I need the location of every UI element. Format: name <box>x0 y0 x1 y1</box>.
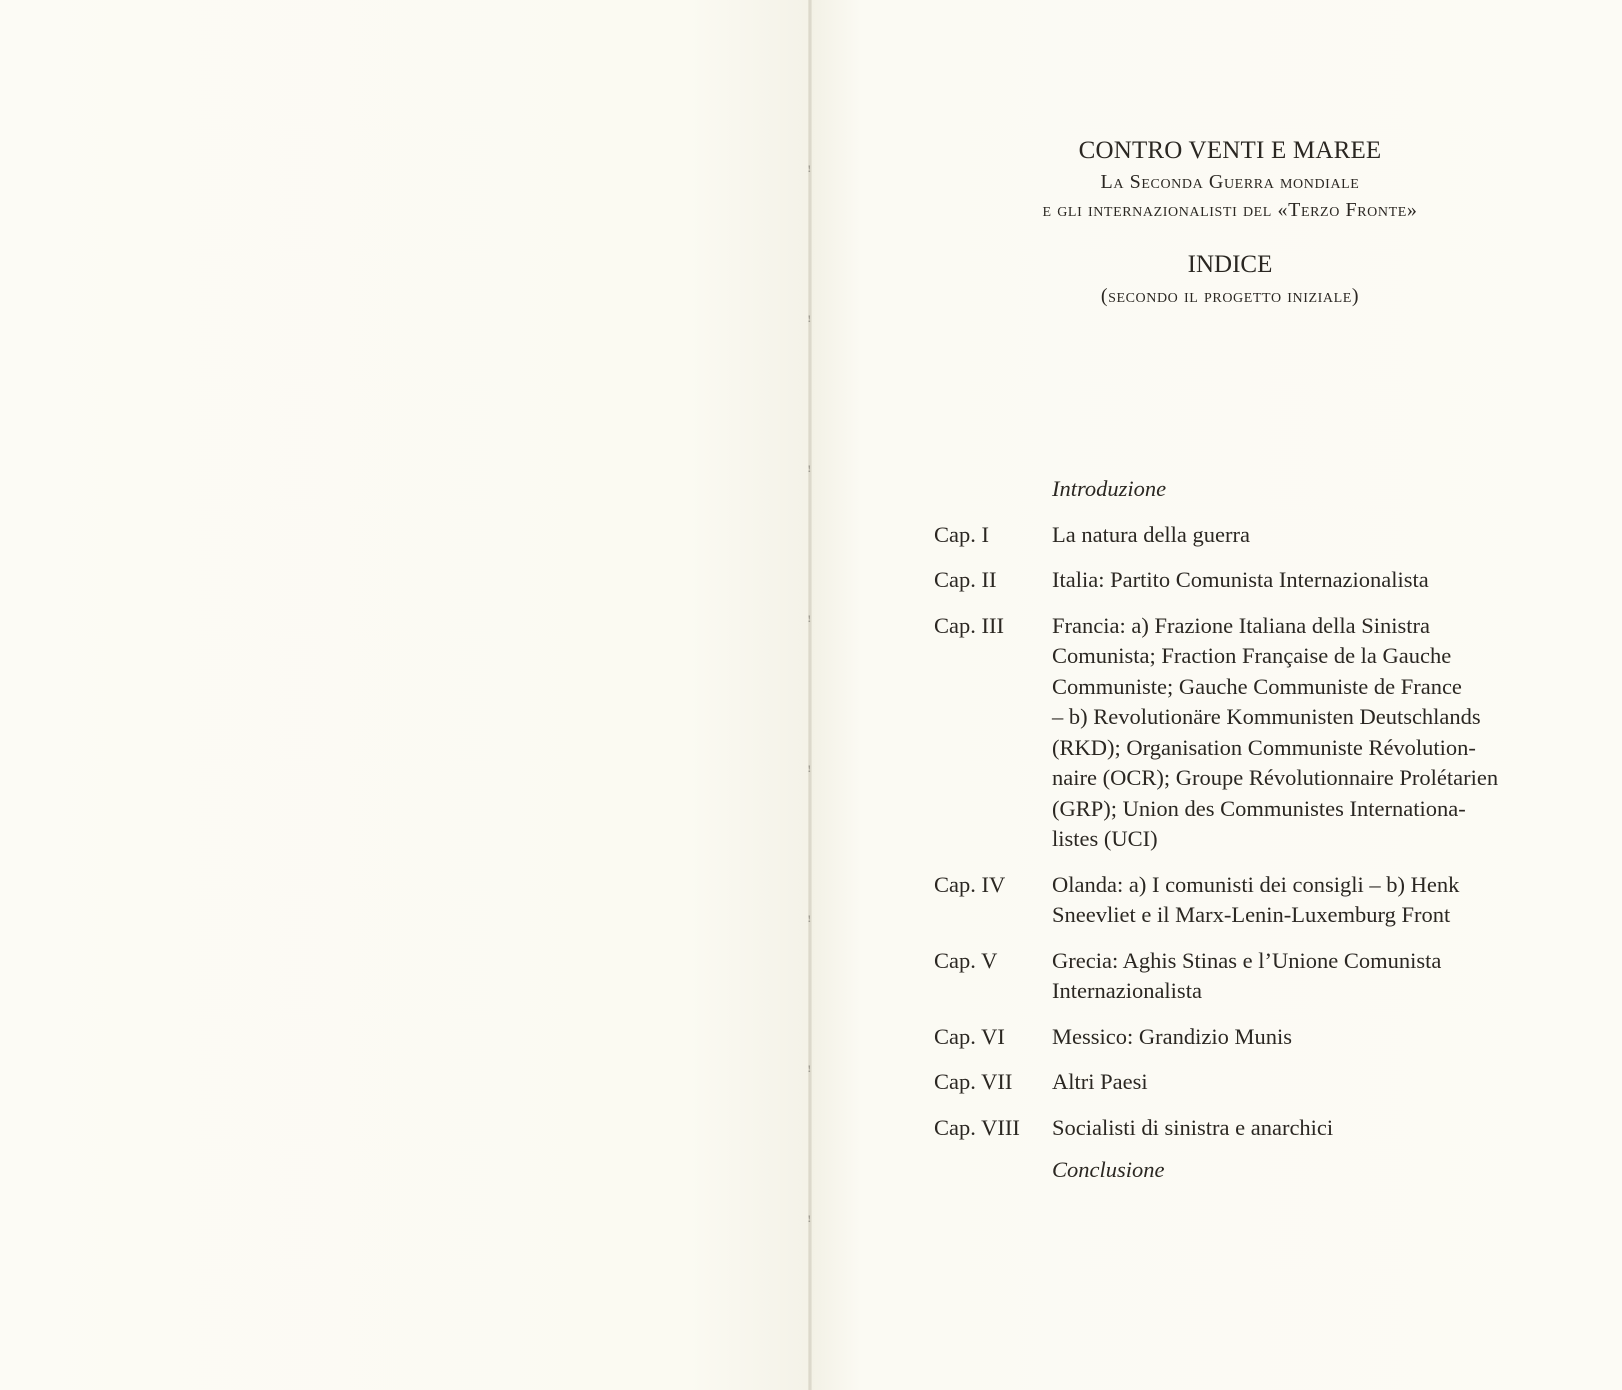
toc-entry-line: Francia: a) Frazione Italiana della Sinistra <box>1052 612 1430 638</box>
book-subtitle-line-2: e gli internazionalisti del «Terzo Fronte» <box>1042 199 1418 221</box>
toc-entry-line: Altri Paesi <box>1052 1069 1148 1094</box>
toc-intro-row <box>934 474 1524 505</box>
toc-entry <box>1052 946 1524 1007</box>
toc-row-cap-1 <box>934 520 1524 551</box>
binding-thread-mark: ꜝ <box>807 617 812 632</box>
toc-entry-line: Italia: Partito Comunista Internazionalista <box>1052 567 1429 592</box>
toc-entry-line: (GRP); Union des Communistes Internationa- <box>1052 795 1466 821</box>
toc-cap-number: Cap. IV <box>934 871 1006 897</box>
toc-cap-number: Cap. II <box>934 567 997 592</box>
toc-entry-line: – b) Revolutionäre Kommunisten Deutschlands <box>1052 704 1481 729</box>
toc-entry-line: Sneevliet e il Marx-Lenin-Luxemburg Front <box>1052 902 1451 927</box>
toc-entry <box>1052 870 1524 931</box>
toc-conclusion-row <box>934 1155 1524 1186</box>
toc-row-cap-2 <box>934 565 1524 596</box>
binding-thread-mark: ꜝ <box>807 467 812 482</box>
binding-thread-mark: ꜝ <box>807 1067 812 1082</box>
toc-entry-line: Comunista; Fraction Française de la Gauche <box>1052 643 1452 668</box>
toc-row-cap-5 <box>934 946 1524 1007</box>
toc-entry <box>1052 611 1524 855</box>
toc-entry-line: Socialisti di sinistra e anarchici <box>1052 1114 1334 1140</box>
toc-entry-line: listes (UCI) <box>1052 826 1158 851</box>
book-subtitle-line-1: La Seconda Guerra mondiale <box>1100 171 1360 193</box>
toc-entry <box>1052 1113 1524 1144</box>
binding-thread-mark: ꜝ <box>807 767 812 782</box>
toc-entry-line: Grecia: Aghis Stinas e l’Unione Comunista <box>1052 947 1442 973</box>
page-header <box>900 134 1560 310</box>
toc-entry <box>1052 1067 1524 1098</box>
toc-entry <box>1052 565 1524 596</box>
table-of-contents <box>934 474 1524 1186</box>
book-title: CONTRO VENTI E MAREE <box>1078 137 1382 164</box>
toc-cap-number: Cap. I <box>934 521 989 547</box>
index-title: INDICE <box>1187 251 1273 278</box>
toc-cap-number: Cap. VIII <box>934 1114 1020 1140</box>
toc-entry <box>1052 520 1524 551</box>
toc-row-cap-7 <box>934 1067 1524 1098</box>
toc-entry <box>1052 1022 1524 1053</box>
toc-row-cap-3 <box>934 611 1524 855</box>
toc-cap-number: Cap. III <box>934 612 1004 638</box>
toc-entry-line: Messico: Grandizio Munis <box>1052 1023 1292 1049</box>
toc-intro: Introduzione <box>1052 476 1167 501</box>
binding-thread-mark: ꜝ <box>807 167 812 182</box>
toc-entry-line: Internazionalista <box>1052 978 1202 1003</box>
index-subtitle: (secondo il progetto iniziale) <box>1100 285 1360 307</box>
toc-row-cap-8 <box>934 1113 1524 1144</box>
binding-thread-mark: ꜝ <box>807 1217 812 1232</box>
toc-row-cap-4 <box>934 870 1524 931</box>
binding-thread-mark: ꜝ <box>807 317 812 332</box>
toc-entry-line: La natura della guerra <box>1052 521 1251 547</box>
left-page-blank <box>0 0 810 1390</box>
binding-thread-mark: ꜝ <box>807 917 812 932</box>
toc-entry-line: Olanda: a) I comunisti dei consigli – b) Henk <box>1052 871 1460 897</box>
toc-cap-number: Cap. V <box>934 947 998 973</box>
toc-row-cap-6 <box>934 1022 1524 1053</box>
toc-conclusion: Conclusione <box>1052 1157 1165 1182</box>
toc-entry-line: naire (OCR); Groupe Révolutionnaire Prolétarien <box>1052 765 1499 790</box>
toc-cap-number: Cap. VI <box>934 1023 1005 1049</box>
toc-entry-line: Communiste; Gauche Communiste de France <box>1052 673 1462 699</box>
toc-cap-number: Cap. VII <box>934 1069 1013 1094</box>
toc-entry-line: (RKD); Organisation Communiste Révolution- <box>1052 734 1476 760</box>
